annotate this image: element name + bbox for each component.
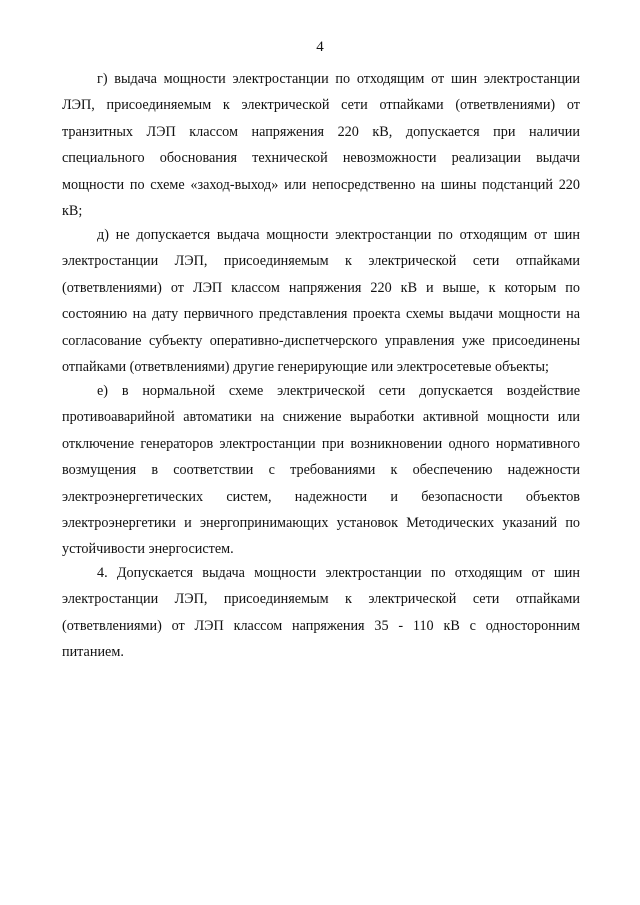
paragraph-text: г) выдача мощности электростанции по отходящим от шин электростанции ЛЭП, присоединяемым к электрической сети отпайками (ответвлениями) от транзитных ЛЭП классом напряжения 220 кВ, допускается при наличии специального обоснования технической невозможности реализации выдачи мощности по схеме «заход-выход» или непосредственно на шины подстанций 220 кВ; <box>62 71 580 220</box>
paragraph-e <box>62 378 580 563</box>
paragraph-text: 4. Допускается выдача мощности электростанции по отходящим от шин электростанции ЛЭП, присоединяемым к электрической сети отпайками (ответвлениями) от ЛЭП классом напряжения 35 - 110 кВ с односторонним питанием. <box>62 565 580 661</box>
paragraph-d <box>62 222 580 380</box>
paragraph-text: д) не допускается выдача мощности электростанции по отходящим от шин электростанции ЛЭП, присоединяемым к электрической сети отпайками (ответвлениями) от ЛЭП классом напряжения 220 кВ и выше, к которым по состоянию на дату первичного представления проекта схемы выдачи мощности на согласование субъекту оперативно-диспетчерского управления уже присоединены отпайками (ответвлениями) другие генерирующие или электросетевые объекты; <box>62 227 580 376</box>
paragraph-4 <box>62 560 580 666</box>
paragraph-g <box>62 66 580 224</box>
paragraph-text: е) в нормальной схеме электрической сети допускается воздействие противоаварийной автоматики на снижение выработки активной мощности или отключение генераторов электростанции при возникновении одного нормативного возмущения в соответствии с требованиями к обеспечению надежности электроэнергетических систем, надежности и безопасности объектов электроэнергетики и энергопринимающих установок Методических указаний по устойчивости энергосистем. <box>62 383 580 558</box>
page-number: 4 <box>316 39 324 55</box>
